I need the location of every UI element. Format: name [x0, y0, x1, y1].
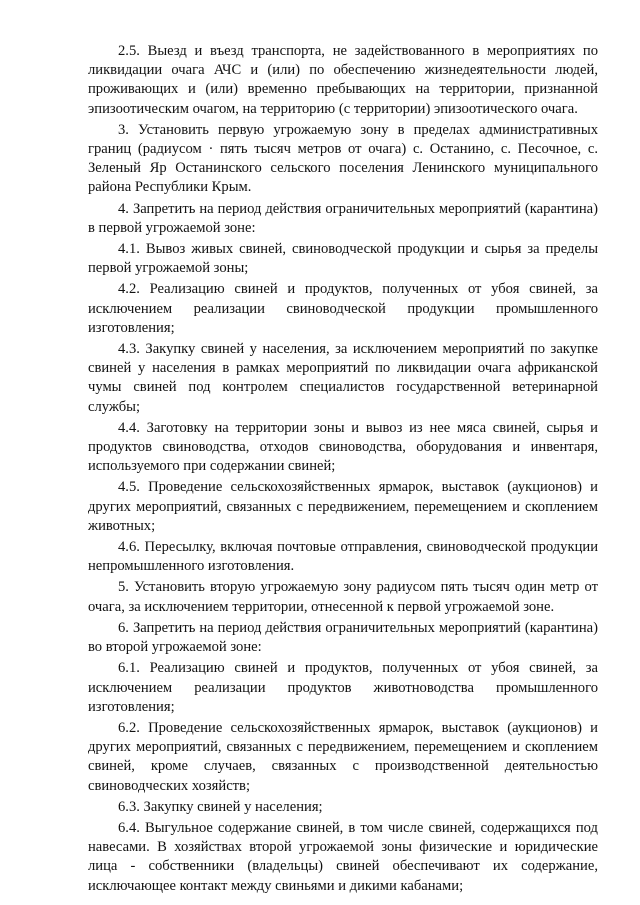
document-page [88, 42, 598, 898]
paragraph-4-2: 4.2. Реализацию свиней и продуктов, полученных от убоя свиней, за исключением реализации свиноводческой продукции промышленного изготовления; [88, 281, 598, 336]
paragraph-4: 4. Запретить на период действия ограничительных мероприятий (карантина) в первой угрожаемой зоне: [88, 200, 598, 236]
paragraph-6-4: 6.4. Выгульное содержание свиней, в том числе свиней, содержащихся под навесами. В хозяйствах второй угрожаемой зоны физические и юридические лица - собственники (владельцы) свиней обеспечивают их содержание, исключающее контакт между свиньями и дикими кабанами; [88, 819, 598, 894]
paragraph-6-2: 6.2. Проведение сельскохозяйственных ярмарок, выставок (аукционов) и других мероприятий, связанных с передвижением, перемещением и скоплением свиней, кроме случаев, связанных с производственной деятельностью свиноводческих хозяйств; [88, 719, 598, 794]
paragraph-5: 5. Установить вторую угрожаемую зону радиусом пять тысяч один метр от очага, за исключением территории, отнесенной к первой угрожаемой зоне. [88, 579, 598, 615]
paragraph-6-1: 6.1. Реализацию свиней и продуктов, полученных от убоя свиней, за исключением реализации продуктов животноводства промышленного изготовления; [88, 660, 598, 715]
paragraph-3: 3. Установить первую угрожаемую зону в пределах административных границ (радиусом · пять тысяч метров от очага) с. Останино, с. Песочное, с. Зеленый Яр Останинского сельского поселения Ленинского муниципального района Республики Крым. [88, 121, 598, 196]
paragraph-2-5: 2.5. Выезд и въезд транспорта, не задействованного в мероприятиях по ликвидации очага АЧС и (или) по обеспечению жизнедеятельности людей, проживающих и (или) временно пребывающих на территории, признанной эпизоотическим очагом, на территорию (с территории) эпизоотического очага. [88, 43, 598, 117]
paragraph-4-5: 4.5. Проведение сельскохозяйственных ярмарок, выставок (аукционов) и других мероприятий, связанных с передвижением, перемещением и скоплением животных; [88, 479, 598, 534]
paragraph-4-1: 4.1. Вывоз живых свиней, свиноводческой продукции и сырья за пределы первой угрожаемой зоны; [88, 241, 598, 277]
paragraph-4-3: 4.3. Закупку свиней у населения, за исключением мероприятий по закупке свиней у населения в рамках мероприятий по ликвидации очага африканской чумы свиней под контролем специалистов государственной ветеринарной службы; [88, 341, 598, 415]
paragraph-6-3: 6.3. Закупку свиней у населения; [118, 798, 323, 815]
paragraph-4-6: 4.6. Пересылку, включая почтовые отправления, свиноводческой продукции непромышленного изготовления. [88, 539, 598, 575]
paragraph-6: 6. Запретить на период действия ограничительных мероприятий (карантина) во второй угрожаемой зоне: [88, 619, 598, 656]
paragraph-4-4: 4.4. Заготовку на территории зоны и вывоз из нее мяса свиней, сырья и продуктов свиноводства, отходов свиноводства, оборудования и инвентаря, используемого при содержании свиней; [88, 419, 598, 475]
